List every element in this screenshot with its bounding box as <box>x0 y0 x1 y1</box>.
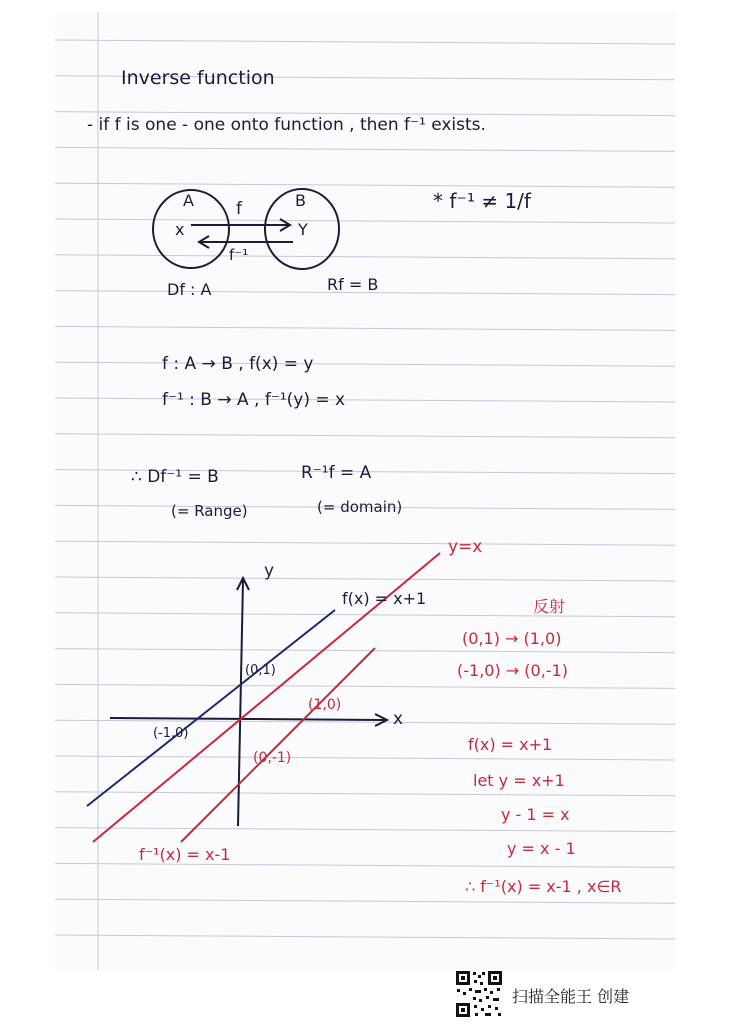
scanner-caption: 扫描全能王 创建 <box>512 987 630 1006</box>
f-label: f(x) = x+1 <box>342 589 427 608</box>
ruled-line <box>55 541 675 545</box>
range-note: Rf = B <box>327 275 379 294</box>
reflection-title: 反射 <box>533 597 566 616</box>
ruled-line <box>55 40 675 44</box>
handwritten-notes <box>55 12 675 970</box>
ruled-line <box>55 863 675 867</box>
forward-notation: f : A → B , f(x) = y <box>162 354 314 374</box>
ruled-line <box>55 183 675 187</box>
f-line <box>87 610 335 806</box>
element-y: Y <box>298 220 308 239</box>
graph <box>87 537 482 864</box>
ruled-line <box>55 326 675 330</box>
ruled-line <box>55 362 675 366</box>
domain-note: Df : A <box>167 280 212 299</box>
x-axis <box>110 718 387 720</box>
ruled-line <box>55 147 675 151</box>
range-note-domain: (= domain) <box>317 498 403 516</box>
domain-statement: ∴ Df⁻¹ = B <box>131 467 219 487</box>
set-b-label: B <box>295 191 306 210</box>
point-label: (1,0) <box>308 697 342 713</box>
domain-note-range: (= Range) <box>171 502 248 520</box>
point-label: (0,-1) <box>253 750 292 766</box>
forward-label: f <box>236 199 242 219</box>
ruled-line <box>55 684 675 688</box>
reflection-mapping: (0,1) → (1,0) <box>462 629 562 648</box>
ruled-line <box>55 577 675 581</box>
ruled-line <box>55 398 675 402</box>
point-label: (0,1) <box>245 663 276 678</box>
notebook-page <box>55 12 675 970</box>
ruled-line <box>55 899 675 903</box>
ruled-lines <box>55 40 675 939</box>
inverse-line-label: f⁻¹(x) = x-1 <box>139 845 231 864</box>
x-axis-label: x <box>393 709 404 729</box>
qr-code-icon <box>455 970 503 1018</box>
mirror-label: y=x <box>448 537 483 557</box>
set-a-label: A <box>183 191 194 210</box>
ruled-line <box>55 255 675 259</box>
ruled-line <box>55 828 675 832</box>
derivation-step: y - 1 = x <box>501 805 570 824</box>
y-axis <box>238 580 243 826</box>
ruled-line <box>55 434 675 438</box>
derivation-step: y = x - 1 <box>507 839 576 858</box>
definition-text: - if f is one - one onto function , then f⁻¹ exists. <box>87 115 486 135</box>
ruled-line <box>55 219 675 223</box>
reflection-mapping: (-1,0) → (0,-1) <box>457 661 568 680</box>
range-statement: R⁻¹f = A <box>301 463 372 483</box>
scanner-watermark <box>455 970 730 1024</box>
inverse-notation: f⁻¹ : B → A , f⁻¹(y) = x <box>162 390 346 410</box>
point-label: (-1,0) <box>153 726 189 741</box>
element-x: x <box>175 220 185 239</box>
mapping-diagram <box>153 189 378 299</box>
ruled-line <box>55 935 675 939</box>
derivation-step: let y = x+1 <box>473 771 565 790</box>
reciprocal-note: * f⁻¹ ≠ 1/f <box>433 189 531 213</box>
y-axis-label: y <box>264 561 275 581</box>
page-title: Inverse function <box>121 67 275 89</box>
ruled-line <box>55 649 675 653</box>
derivation-step: f(x) = x+1 <box>468 735 553 754</box>
derivation-step: ∴ f⁻¹(x) = x-1 , x∈R <box>465 877 622 896</box>
inverse-label: f⁻¹ <box>229 246 249 264</box>
